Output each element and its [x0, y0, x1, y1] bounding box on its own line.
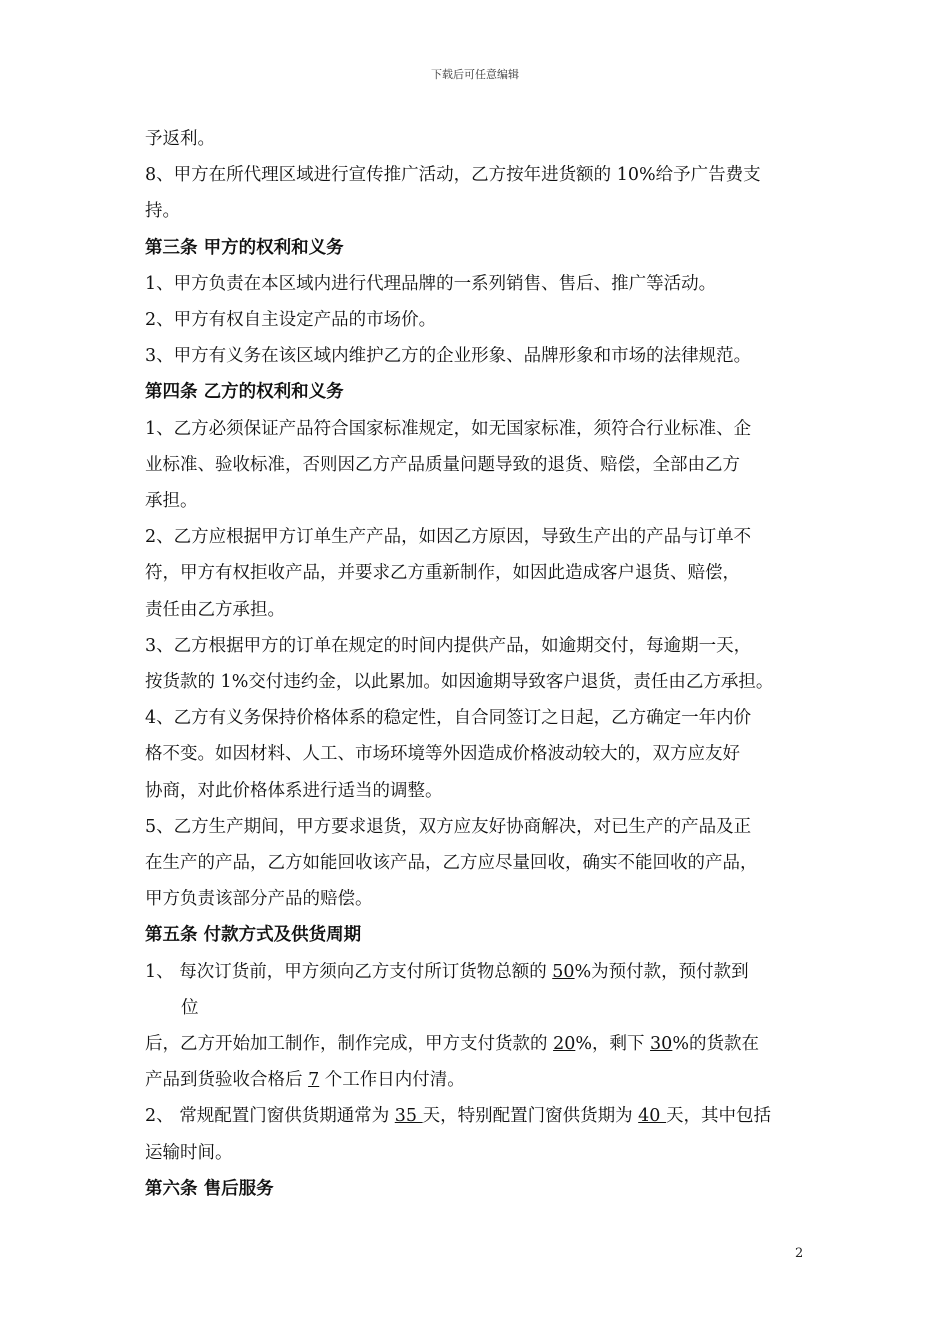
paragraph-line: 协商，对此价格体系进行适当的调整。 [145, 780, 443, 801]
paragraph-line: 1、甲方负责在本区域内进行代理品牌的一系列销售、售后、推广等活动。 [145, 273, 717, 294]
section-heading-article-6: 第六条 售后服务 [145, 1178, 274, 1199]
paragraph-line [145, 1026, 810, 1062]
text-run: %，剩下 [575, 1034, 651, 1055]
text-run: 后，乙方开始加工制作，制作完成，甲方支付货款的 [145, 1034, 554, 1055]
paragraph-line: 运输时间。 [145, 1142, 233, 1163]
paragraph-line: 按货款的 1%交付违约金，以此累加。如因逾期导致客户退货，责任由乙方承担。 [145, 672, 774, 693]
section-heading-article-4: 第四条 乙方的权利和义务 [145, 382, 344, 403]
text-run: 2、 常规配置门窗供货期通常为 [145, 1106, 395, 1127]
text-run: 个工作日内付清。 [319, 1070, 465, 1091]
paragraph-line [145, 954, 810, 990]
text-run: %的货款在 [672, 1034, 759, 1055]
section-heading-article-3: 第三条 甲方的权利和义务 [145, 237, 344, 258]
paragraph-line: 持。 [145, 201, 180, 222]
paragraph-line: 2、乙方应根据甲方订单生产产品，如因乙方原因，导致生产出的产品与订单不 [145, 527, 752, 548]
filled-blank: 50 [552, 961, 575, 982]
paragraph-line: 1、乙方必须保证产品符合国家标准规定，如无国家标准，须符合行业标准、企 [145, 418, 752, 439]
filled-blank: 7 [308, 1070, 320, 1091]
paragraph-line: 在生产的产品，乙方如能回收该产品，乙方应尽量回收，确实不能回收的产品， [145, 853, 758, 874]
paragraph-line: 格不变。如因材料、人工、市场环境等外因造成价格波动较大的，双方应友好 [145, 744, 740, 765]
text-run: 天，特别配置门窗供货期为 [422, 1106, 639, 1127]
page-header: 下载后可任意编辑 [431, 68, 519, 81]
paragraph-line: 8、甲方在所代理区域进行宣传推广活动，乙方按年进货额的 10%给予广告费支 [145, 165, 761, 186]
paragraph-line: 业标准、验收标准，否则因乙方产品质量问题导致的退货、赔偿，全部由乙方 [145, 454, 740, 475]
paragraph-line: 3、乙方根据甲方的订单在规定的时间内提供产品，如逾期交付，每逾期一天， [145, 635, 752, 656]
paragraph-line: 符，甲方有权拒收产品，并要求乙方重新制作，如因此造成客户退货、赔偿， [145, 563, 740, 584]
paragraph-line: 5、乙方生产期间，甲方要求退货，双方应友好协商解决，对已生产的产品及正 [145, 816, 752, 837]
page-number: 2 [795, 1246, 804, 1261]
paragraph-line: 2、甲方有权自主设定产品的市场价。 [145, 310, 437, 331]
paragraph-line: 位 [181, 997, 199, 1018]
paragraph-line [145, 1098, 810, 1134]
paragraph-line: 3、甲方有义务在该区域内维护乙方的企业形象、品牌形象和市场的法律规范。 [145, 346, 752, 367]
text-run: %为预付款，预付款到 [574, 961, 749, 982]
paragraph-line: 4、乙方有义务保持价格体系的稳定性，自合同签订之日起，乙方确定一年内价 [145, 708, 752, 729]
paragraph-line: 予返利。 [145, 129, 215, 149]
document-body [145, 121, 810, 1207]
text-run: 1、 每次订货前，甲方须向乙方支付所订货物总额的 [145, 961, 553, 982]
paragraph-line: 甲方负责该部分产品的赔偿。 [145, 889, 373, 910]
paragraph-line: 承担。 [145, 491, 198, 512]
filled-blank: 35 [394, 1106, 423, 1127]
paragraph-line [145, 1062, 810, 1098]
text-run: 产品到货验收合格后 [145, 1070, 309, 1091]
section-heading-article-5: 第五条 付款方式及供货周期 [145, 925, 362, 946]
filled-blank: 40 [638, 1106, 667, 1127]
text-run: 天，其中包括 [666, 1106, 772, 1127]
filled-blank: 20 [553, 1034, 576, 1055]
paragraph-line: 责任由乙方承担。 [145, 599, 285, 620]
filled-blank: 30 [650, 1034, 673, 1055]
